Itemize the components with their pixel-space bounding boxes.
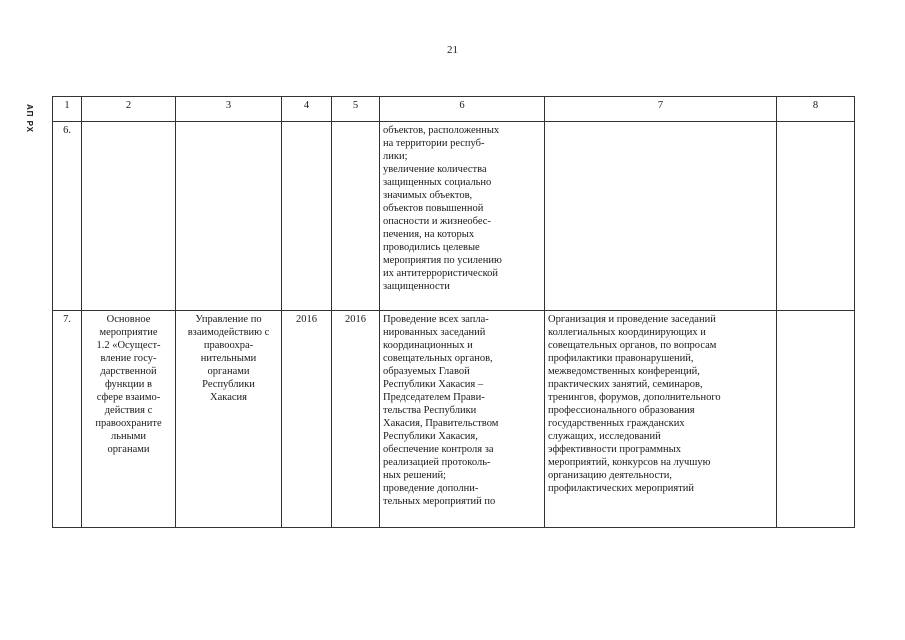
text-line: тельных мероприятий по [383,496,496,507]
text-line: увеличение количества [383,164,487,175]
column-header: 1 [53,97,82,122]
text-line: проводились целевые [383,242,480,253]
text-line: вление госу- [100,353,157,364]
text-line: Хакасия, Правительством [383,418,499,429]
text-line: тренингов, форумов, дополнительного [548,392,721,403]
text-line: на территории респуб- [383,138,485,149]
text-line: сфере взаимо- [96,392,161,403]
text-line: Организация и проведение заседаний [548,314,716,325]
text-line: объектов повышенной [383,203,484,214]
text-line: защищенных социально [383,177,492,188]
text-line: координационных и [383,340,473,351]
text-line: тельства Республики [383,405,477,416]
text-line: органами [207,366,250,377]
text-line: лики; [383,151,408,162]
text-line: коллегиальных координирующих и [548,327,706,338]
text-line: правоохраните [95,418,162,429]
text-line: совещательных органов, по вопросам [548,340,717,351]
row-number: 6. [53,122,82,311]
text-line: межведомственных конференций, [548,366,700,377]
text-line: значимых объектов, [383,190,473,201]
row-number: 7. [53,311,82,528]
text-line: мероприятий, конкурсов на лучшую [548,457,711,468]
text-line: Управление по [195,314,262,325]
table-header-row [53,97,855,122]
text-line: правоохра- [203,340,254,351]
text-line: профилактики правонарушений, [548,353,694,364]
text-line: эффективности программных [548,444,681,455]
text-line: Проведение всех запла- [383,314,489,325]
text-line: Основное [106,314,151,325]
text-line: профессионального образования [548,405,695,416]
note-cell [777,311,855,528]
event-cell [82,311,176,528]
text-line: 1.2 «Осущест- [96,340,161,351]
text-line: опасности и жизнеобес- [383,216,491,227]
text-line: льными [111,431,146,442]
text-line: действия с [104,405,153,416]
text-line: дарственной [100,366,157,377]
text-line: организацию деятельности, [548,470,672,481]
side-label: АП РХ [25,104,34,134]
column-header: 7 [545,97,777,122]
executor-cell [176,122,282,311]
executor-cell [176,311,282,528]
text-line: Республики Хакасия, [383,431,478,442]
text-line: нительными [200,353,257,364]
column-header: 4 [282,97,332,122]
end-year-cell [332,122,380,311]
note-cell [777,122,855,311]
text-line: профилактических мероприятий [548,483,695,494]
table-row [53,122,855,311]
page-number: 21 [447,44,458,56]
text-line: Хакасия [210,392,247,403]
column-header: 6 [380,97,545,122]
text-line: проведение дополни- [383,483,479,494]
column-header: 5 [332,97,380,122]
text-line: объектов, расположенных [383,125,500,136]
result-cell [380,122,545,311]
text-line: реализацией протоколь- [383,457,491,468]
text-line: функции в [105,379,152,390]
directions-cell [545,122,777,311]
event-cell [82,122,176,311]
text-line: Республики [202,379,255,390]
column-header: 8 [777,97,855,122]
text-line: образуемых Главой [383,366,470,377]
text-line: взаимодействию с [187,327,270,338]
text-line: государственных гражданских [548,418,685,429]
text-line: обеспечение контроля за [383,444,494,455]
start-year-cell [282,122,332,311]
result-cell [380,311,545,528]
text-line: ных решений; [383,470,446,481]
text-line: мероприятие [99,327,158,338]
end-year-cell: 2016 [332,311,380,528]
start-year-cell: 2016 [282,311,332,528]
column-header: 2 [82,97,176,122]
text-line: защищенности [383,281,450,292]
table-row [53,311,855,528]
text-line: Председателем Прави- [383,392,485,403]
column-header: 3 [176,97,282,122]
text-line: практических занятий, семинаров, [548,379,703,390]
text-line: совещательных органов, [383,353,493,364]
text-line: органами [107,444,150,455]
program-table [52,96,855,528]
text-line: мероприятия по усилению [383,255,502,266]
text-line: служащих, исследований [548,431,661,442]
text-line: Республики Хакасия – [383,379,484,390]
text-line: их антитеррористической [383,268,499,279]
text-line: печения, на которых [383,229,475,240]
text-line: нированных заседаний [383,327,486,338]
directions-cell [545,311,777,528]
